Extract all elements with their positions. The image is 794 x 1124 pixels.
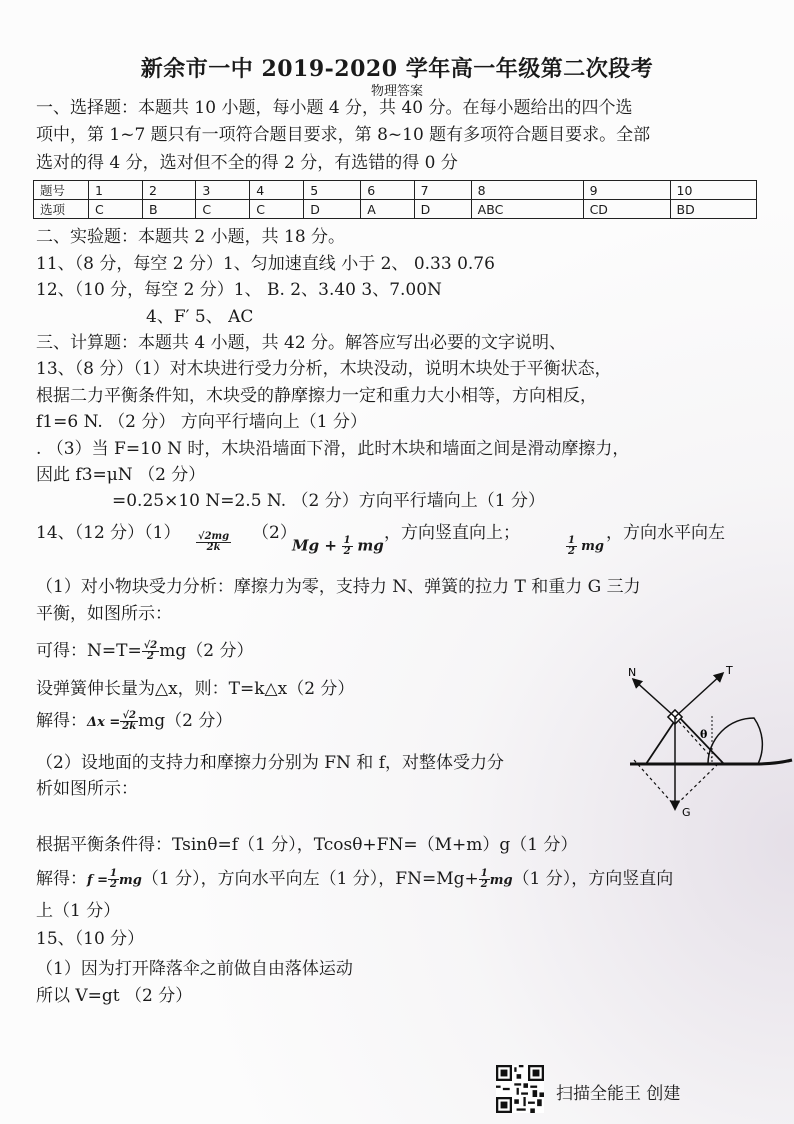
q14-line4 [36,640,253,662]
q12-answer-line2: 4、F′ 5、 AC [146,307,254,327]
fraction-denominator: 2k [206,542,221,553]
q13-line4: . （3）当 F=10 N 时，木块沿墙面下滑，此时木块和墙面之间是滑动摩擦力， [36,439,630,459]
section1-line1: 一、选择题：本题共 10 小题，每小题 4 分，共 40 分。在每小题给出的四个选 [36,98,633,118]
q14-part2-label: （2） [252,523,297,543]
text-run: mg（2 分） [138,711,233,731]
math-term: Δx = [87,715,121,730]
fraction-numerator: 1 [568,535,575,546]
table-header-cell: 题号 [34,181,89,200]
q14-line2: （1）对小物块受力分析：摩擦力为零，支持力 N、弹簧的拉力 T 和重力 G 三力 [36,577,641,597]
fraction-numerator: √2 [120,711,138,722]
q14-line5: 设弹簧伸长量为△x，则：T=k△x（2 分） [36,679,355,699]
math-term: Mg + [292,536,337,555]
section1-line2: 项中，第 1~7 题只有一项符合题目要求，第 8~10 题有多项符合题目要求。全部 [36,125,651,145]
fraction-denominator: 2 [480,879,488,890]
question-number-cell: 8 [471,181,583,200]
question-number-cell: 3 [196,181,250,200]
q13-line3: f1=6 N. （2 分） 方向平行墙向上（1 分） [36,412,368,432]
answer-cell: C [196,200,250,219]
question-number-cell: 6 [361,181,414,200]
question-number-cell: 1 [89,181,143,200]
tension-force-arrow [675,674,722,717]
text-run: 解得： [36,711,87,731]
fraction-denominator: 2 [110,879,117,890]
force-diagram [616,660,794,820]
q14-line10 [36,868,673,892]
page-subtitle: 物理答案 [370,84,423,99]
question-number-cell: 9 [583,181,670,200]
section1-line3: 选对的得 4 分，选对但不全的得 2 分，有选错的得 0 分 [36,153,458,173]
q14-answer3-expression [566,536,604,557]
q11-answer: 11、（8 分，每空 2 分）1、匀加速直线 小于 2、 0.33 0.76 [36,254,495,274]
table-header-cell: 选项 [34,200,89,219]
question-number-cell: 10 [670,181,757,200]
dashed-construction-line [675,764,718,806]
dashed-construction-line [634,760,675,806]
answer-cell: BD [670,200,757,219]
answer-cell: D [414,200,471,219]
q14-line7: （2）设地面的支持力和摩擦力分别为 FN 和 f，对整体受力分 [36,753,504,773]
page-title: 新余市一中 2019-2020 学年高一年级第二次段考 [140,56,654,82]
q13-line1: 13、（8 分）（1）对木块进行受力分析，木块没动，说明木块处于平衡状态， [36,359,612,379]
scanner-watermark-text: 扫描全能王 创建 [556,1084,681,1104]
answer-cell: C [89,200,143,219]
fraction-numerator: √2mg [198,531,230,542]
qr-code-icon [496,1065,544,1113]
text-run: （1 分），方向水平向左（1 分），FN=Mg+ [141,869,479,889]
text-run: mg（2 分） [159,641,254,661]
q14-line6 [36,710,232,734]
fraction-numerator: 1 [480,868,488,879]
math-term: f = [87,873,109,888]
half-fraction [479,869,490,890]
fraction-numerator: 1 [343,535,351,546]
fraction-denominator: 2k [122,721,137,732]
ground-line [630,760,792,764]
section2-heading: 二、实验题：本题共 2 小题，共 18 分。 [36,227,346,247]
q14-line3: 平衡，如图所示： [36,604,172,624]
text-run: 可得：N=T= [36,641,142,661]
theta-label: θ [700,728,708,741]
q14-direction2: ，方向水平向左 [606,523,725,543]
math-term: mg [357,536,384,555]
text-run: （1 分），方向竖直向 [512,869,674,889]
question-number-cell: 2 [142,181,195,200]
math-term: mg [581,539,604,554]
q14-direction1: ，方向竖直向上； [384,523,520,543]
label-n: N [628,666,637,679]
text-run: 解得： [36,869,87,889]
sqrt2-over-2k-fraction [120,711,138,732]
question-number-cell: 4 [250,181,304,200]
table-row-answers [34,200,757,219]
answer-table [33,180,757,219]
fraction-numerator: √2 [143,640,158,651]
q14-line11: 上（1 分） [36,901,121,921]
q15-head: 15、（10 分） [36,929,145,949]
q14-line9: 根据平衡条件得：Tsinθ=f（1 分），Tcosθ+FN=（M+m）g（1 分） [36,835,578,855]
half-fraction [566,536,577,557]
answer-cell: ABC [471,200,583,219]
q15-line2: 所以 V=gt （2 分） [36,986,193,1006]
q15-line1: （1）因为打开降落伞之前做自由落体运动 [36,959,353,979]
q13-line6: =0.25×10 N=2.5 N. （2 分）方向平行墙向上（1 分） [112,491,545,511]
section3-heading: 三、计算题：本题共 4 小题，共 42 分。解答应写出必要的文字说明、 [36,333,567,353]
q14-answer2-expression [292,536,384,557]
question-number-cell: 5 [304,181,361,200]
fraction-denominator: 2 [568,546,575,557]
answer-cell: D [304,200,361,219]
fraction-denominator: 2 [343,546,351,557]
answer-cell: C [250,200,304,219]
sqrt2-over-2-fraction [142,641,160,662]
math-term: mg [118,873,142,888]
half-fraction [108,869,119,890]
q14-head: 14、（12 分）（1） [36,523,181,543]
fraction-numerator: 1 [110,868,117,879]
label-t: T [726,664,733,677]
answer-cell: B [142,200,195,219]
label-g: G [682,806,691,819]
answer-cell: CD [583,200,670,219]
normal-force-arrow [634,680,675,717]
q14-answer1-fraction [196,532,231,553]
table-row-numbers [34,181,757,200]
q14-line8: 析如图所示： [36,779,138,799]
answer-cell: A [361,200,414,219]
q13-line2: 根据二力平衡条件知，木块受的静摩擦力一定和重力大小相等，方向相反， [36,386,597,406]
half-fraction [342,536,353,557]
q13-line5: 因此 f3=μN （2 分） [36,465,206,485]
math-term: mg [489,873,513,888]
fraction-denominator: 2 [146,651,154,662]
q12-answer-line1: 12、（10 分，每空 2 分）1、 B. 2、3.40 3、7.00N [36,280,442,300]
question-number-cell: 7 [414,181,471,200]
